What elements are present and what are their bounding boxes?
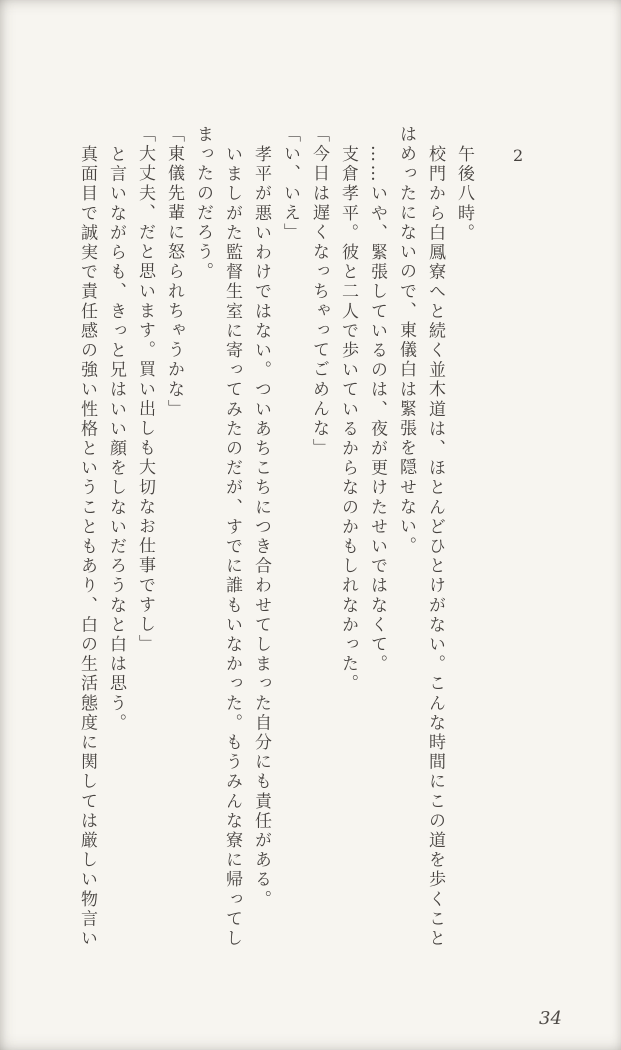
paragraph: 孝平が悪いわけではない。ついあちこちにつき合わせてしまった自分にも責任がある。 [251, 145, 271, 910]
paragraph: ……いや、緊張しているのは、夜が更けたせいではなくて。 [367, 145, 387, 675]
paragraph: 「東儀先輩に怒られちゃうかな」 [164, 125, 184, 419]
page-number: 34 [539, 1008, 562, 1029]
paragraph: 校門から白鳳寮へと続く並木道は、ほとんどひとけがない。こんな時間にこの道を歩くことはめったにないので、東儀白は緊張を隠せない。 [396, 125, 445, 949]
paragraph: 「今日は遅くなっちゃってごめんな」 [309, 125, 329, 459]
novel-text-block [72, 125, 478, 951]
paragraph: と言いながらも、きっと兄はいい顔をしないだろうなと白は思う。 [106, 145, 126, 733]
paragraph: 午後八時。 [454, 145, 474, 243]
paragraph: 支倉孝平。彼と二人で歩いているからなのかもしれなかった。 [338, 145, 358, 694]
section-number: 2 [513, 146, 524, 165]
paragraph: いましがた監督生室に寄ってみたのだが、すでに誰もいなかった。もうみんな寮に帰ってしまったのだろう。 [193, 125, 242, 949]
paragraph: 「大丈夫、だと思います。買い出しも大切なお仕事ですし」 [135, 125, 155, 655]
paragraph: 「い、いえ」 [280, 125, 300, 243]
paragraph: 真面目で誠実で責任感の強い性格ということもあり、白の生活態度に関しては厳しい物言い [77, 145, 97, 949]
